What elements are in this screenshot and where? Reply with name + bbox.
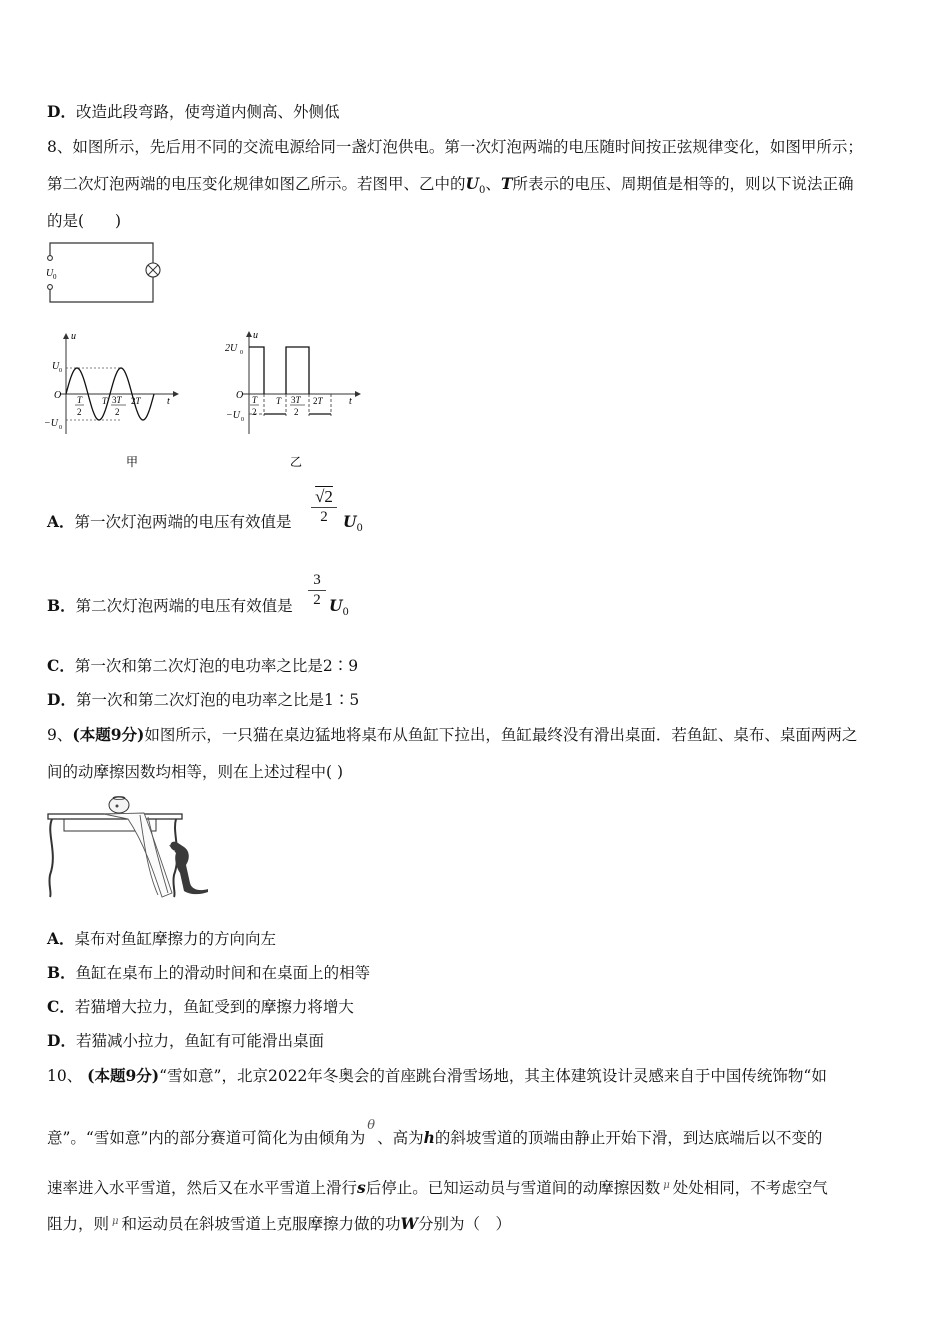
q7-option-d[interactable] [47,102,339,122]
circuit-u-sub: 0 [53,273,57,281]
stem-text: 所表示的电压、周期值是相等的，则以下说法正确 [512,175,854,193]
option-text: 改造此段弯路，使弯道内侧高、外侧低 [75,103,340,121]
graph-jia [40,326,190,474]
q9-option-c[interactable] [47,997,354,1017]
frac-num: 3 [313,572,321,588]
var-u: U [343,512,357,531]
stem-text: 的斜坡雪道的顶端由静止开始下滑，到达底端后以不变的 [434,1129,823,1147]
y-label: u [71,331,76,342]
y-label: u [253,330,258,341]
q8-stem-line-3 [47,211,121,231]
var-u-sub: 0 [342,607,349,619]
graph-caption: 甲 [126,455,139,469]
option-letter: D． [47,690,76,709]
origin-label: O [54,390,62,401]
q10-stem-line-3 [47,1178,828,1201]
y-bottom-label: −U [226,410,240,421]
graph-yi [222,326,372,474]
q8-stem-line-2 [47,174,854,201]
y-bottom-label: −U [44,418,58,429]
y-top-sub: 0 [240,350,243,356]
option-text: 第一次和第二次灯泡的电功率之比是2∶9 [74,657,359,675]
tick-2t: 2T [313,396,323,406]
frac-den: 2 [308,590,326,610]
option-letter: A． [47,929,75,948]
svg-text:2: 2 [115,407,120,417]
question-score: (本题9分) [72,725,145,744]
graph-caption: 乙 [290,455,303,469]
fraction-sqrt2-over-2 [311,487,337,527]
tick-t: T [102,396,108,406]
option-text: 若猫减小拉力，鱼缸有可能滑出桌面 [75,1032,324,1050]
option-letter: B． [47,963,76,982]
stem-text: 间的动摩擦因数均相等，则在上述过程中( ) [47,763,344,781]
q9-option-a[interactable] [47,929,276,949]
stem-text: 处处相同，不考虑空气 [672,1179,828,1197]
y-bottom-sub: 0 [241,417,244,423]
var-u-sub: 0 [356,523,363,535]
stem-text: 意”。“雪如意”内的部分赛道可简化为由倾角为 [47,1129,366,1147]
var-u: U [329,596,343,615]
tablecloth-icon [104,813,172,897]
svg-text:3T: 3T [112,395,122,405]
stem-text: 后停止。已知运动员与雪道间的动摩擦因数 [365,1179,661,1197]
option-letter: C． [47,656,75,675]
var-u-sub: 0 [479,185,486,197]
var-u: U [465,174,480,193]
tick-t-half [75,395,84,417]
q9-stem-line-1 [47,725,857,745]
tick-3t-half [111,395,126,417]
stem-text: 的是( ) [47,212,122,230]
q8-option-a[interactable] [47,512,292,532]
option-letter: B． [47,596,76,615]
option-text: 第二次灯泡两端的电压有效值是 [75,597,293,615]
question-number: 8、 [47,138,73,156]
svg-text:T: T [252,395,258,405]
q8-option-c[interactable] [47,656,358,676]
question-number: 9、 [47,726,73,744]
q8-option-d[interactable] [47,690,359,710]
option-letter: D． [47,102,76,121]
svg-text:3T: 3T [291,395,301,405]
option-letter: D． [47,1031,76,1050]
stem-text: 如图所示，先后用不同的交流电源给同一盏灯泡供电。第一次灯泡两端的电压随时间按正弦规律变化，如图甲所示； [72,138,863,156]
frac-num: √2 [315,487,333,506]
q10-stem-line-2 [47,1118,823,1150]
stem-text: 速率进入水平雪道，然后又在水平雪道上滑行 [47,1179,358,1197]
terminal-top [48,256,53,261]
tick-t: T [276,396,282,406]
frac-den: 2 [311,507,337,527]
tick-3t-half [290,395,305,417]
var-mu: μ [663,1180,670,1191]
stem-text: 如图所示，一只猫在桌边猛地将桌布从鱼缸下拉出，鱼缸最终没有滑出桌面．若鱼缸、桌布、桌面两两之 [144,726,858,744]
stem-text: 、高为 [377,1129,424,1147]
terminal-bottom [48,285,53,290]
cat-icon [169,842,208,894]
option-letter: A． [47,512,75,531]
var-h: h [423,1128,435,1147]
fish-tank-icon [109,797,129,814]
circuit-diagram [40,236,170,308]
var-w: W [400,1214,418,1233]
svg-text:2: 2 [294,407,299,417]
origin-label: O [236,390,244,401]
stem-text: “雪如意”，北京2022年冬奥会的首座跳台滑雪场地，其主体建筑设计灵感来自于中国传统饰物“如 [159,1067,827,1085]
option-letter: C． [47,997,75,1016]
cat-table-figure [44,793,214,903]
stem-text: 、 [485,175,501,193]
var-t: T [500,174,513,193]
q8-stem-line-1 [47,137,863,157]
tick-2t: 2T [131,396,141,406]
option-text: 第一次和第二次灯泡的电功率之比是1∶5 [75,691,360,709]
q8-option-b-var [329,596,349,623]
option-text: 鱼缸在桌布上的滑动时间和在桌面上的相等 [75,964,371,982]
stem-text: 阻力，则 [47,1215,110,1233]
question-number: 10、 [47,1067,83,1085]
stem-text: 分别为（ ） [417,1215,511,1233]
stem-text: 和运动员在斜坡雪道上克服摩擦力做的功 [121,1215,401,1233]
lamp-icon [146,263,160,277]
option-text: 第一次灯泡两端的电压有效值是 [74,513,292,531]
fraction-3-over-2 [308,571,326,610]
q9-option-d[interactable] [47,1031,324,1051]
svg-text:T: T [77,395,83,405]
y-top-label: 2U [225,343,238,354]
q8-option-b[interactable] [47,596,293,616]
x-label: t [167,396,170,407]
y-bottom-sub: 0 [59,425,62,431]
stem-text: 第二次灯泡两端的电压变化规律如图乙所示。若图甲、乙中的 [47,175,466,193]
svg-text:2: 2 [77,407,82,417]
tick-t-half [250,395,259,417]
var-mu: μ [112,1216,119,1227]
q10-stem-line-1 [47,1066,827,1086]
q9-stem-line-2 [47,762,343,782]
var-theta: θ [367,1118,376,1133]
var-s: s [357,1178,366,1197]
q9-option-b[interactable] [47,963,370,983]
q10-stem-line-4 [47,1214,511,1237]
circuit-u-label: U [46,268,54,279]
x-label: t [349,396,352,407]
svg-text:2: 2 [252,407,257,417]
y-top-label: U [52,361,60,372]
question-score: (本题9分) [87,1066,160,1085]
option-text: 若猫增大拉力，鱼缸受到的摩擦力将增大 [74,998,354,1016]
y-top-sub: 0 [59,368,62,374]
option-text: 桌布对鱼缸摩擦力的方向向左 [74,930,277,948]
q8-option-a-var [343,512,363,539]
